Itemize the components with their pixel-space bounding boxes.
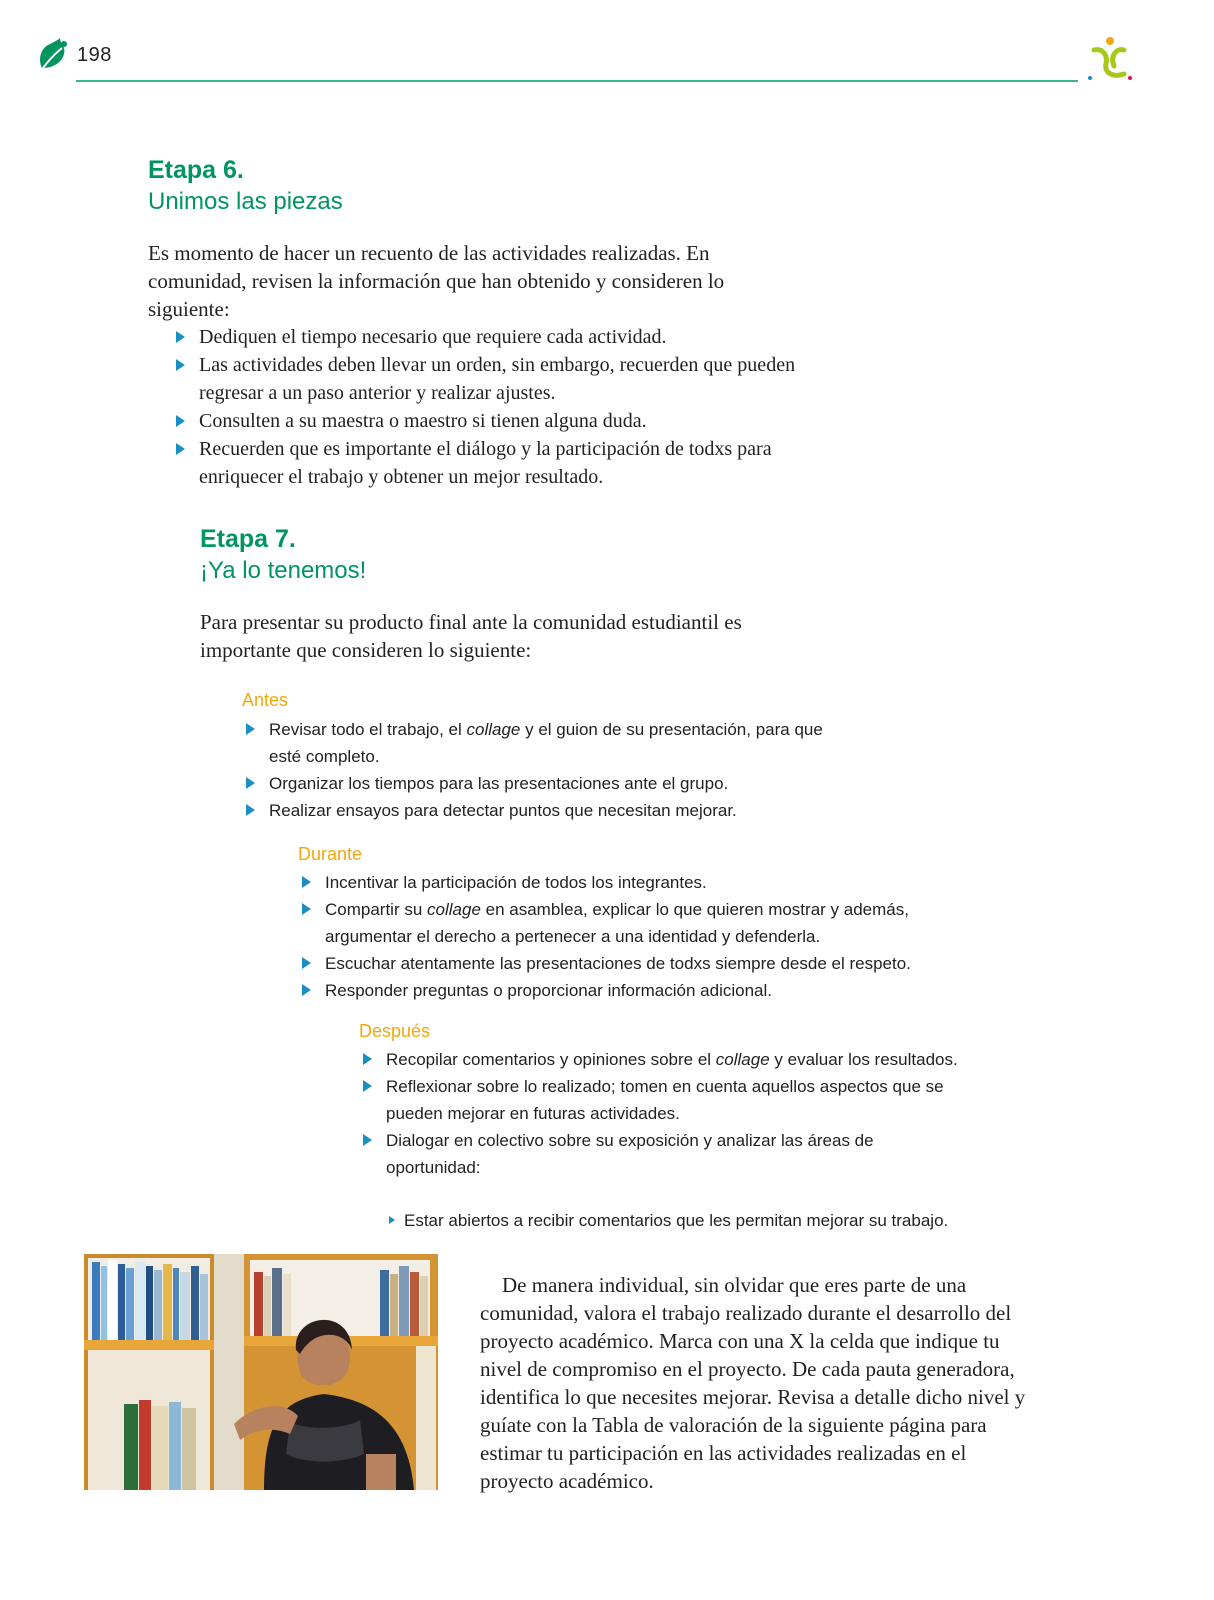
etapa-6-subtitle: Unimos las piezas xyxy=(148,188,343,215)
etapa-7-number: Etapa 7. xyxy=(200,525,296,553)
despues-heading: Después xyxy=(359,1021,431,1041)
library-photo xyxy=(84,1254,438,1490)
header-rule xyxy=(76,80,1078,82)
durante-list xyxy=(298,869,938,1004)
list-item-text: Realizar ensayos para detectar puntos que necesitan mejorar. xyxy=(269,801,737,820)
durante-heading: Durante xyxy=(298,844,363,864)
list-item xyxy=(359,1127,959,1181)
list-item-text: Escuchar atentamente las presentaciones de todxs siempre desde el respeto. xyxy=(325,954,911,973)
page-number: 198 xyxy=(77,44,112,66)
list-item: Consulten a su maestra o maestro si tienen alguna duda. xyxy=(172,407,802,435)
list-item xyxy=(298,950,938,977)
leaf-icon xyxy=(36,38,70,74)
list-item-text: Dialogar en colectivo sobre su exposición y analizar las áreas de oportunidad: xyxy=(386,1131,874,1177)
list-item-italic: collage xyxy=(715,1050,770,1069)
list-item-text: Reflexionar sobre lo realizado; tomen en cuenta aquellos aspectos que se pueden mejorar en futuras actividades. xyxy=(386,1077,944,1123)
etapa-6-heading xyxy=(148,154,343,218)
despues-list xyxy=(359,1046,959,1181)
list-item-text: en asamblea, explicar lo que quieren mostrar y además, argumentar el derecho a pertenecer a una identidad y defenderla. xyxy=(325,900,909,946)
list-item-text: y el guion de su presentación, para que esté completo. xyxy=(269,720,823,766)
etapa-7-subtitle: ¡Ya lo tenemos! xyxy=(200,557,367,584)
list-item xyxy=(298,977,938,1004)
list-item xyxy=(242,770,842,797)
list-item: Las actividades deben llevar un orden, sin embargo, recuerden que pueden regresar a un paso anterior y realizar ajustes. xyxy=(172,351,802,407)
list-item-text: y evaluar los resultados. xyxy=(769,1050,958,1069)
sub-list-item: Estar abiertos a recibir comentarios que les permitan mejorar su trabajo. xyxy=(386,1207,986,1234)
list-item-text: Compartir su xyxy=(325,900,428,919)
etapa-7-heading xyxy=(200,523,366,587)
antes-heading: Antes xyxy=(242,690,289,710)
list-item-text: Revisar todo el trabajo, el xyxy=(269,720,467,739)
list-item: Dediquen el tiempo necesario que requiere cada actividad. xyxy=(172,323,802,351)
etapa-6-list xyxy=(172,323,802,491)
etapa-6-intro: Es momento de hacer un recuento de las actividades realizadas. En comunidad, revisen la información que han obtenido y consideren lo siguiente: xyxy=(148,241,725,321)
logo-icon xyxy=(1084,34,1136,86)
etapa-7-intro: Para presentar su producto final ante la comunidad estudiantil es importante que consideren lo siguiente: xyxy=(200,610,742,662)
antes-list xyxy=(242,716,842,824)
list-item xyxy=(298,869,938,896)
list-item xyxy=(298,896,938,950)
list-item-text: Recopilar comentarios y opiniones sobre el xyxy=(386,1050,716,1069)
list-item-italic: collage xyxy=(466,720,521,739)
list-item xyxy=(242,716,842,770)
list-item: Recuerden que es importante el diálogo y la participación de todxs para enriquecer el trabajo y obtener un mejor resultado. xyxy=(172,435,802,491)
closing-paragraph: De manera individual, sin olvidar que eres parte de una comunidad, valora el trabajo realizado durante el desarrollo del proyecto académico. Marca con una X la celda que indique tu nivel de compromiso en el proyecto. De cada pauta generadora, identifica lo que necesites mejorar. Revisa a detalle dicho nivel y guíate con la Tabla de valoración de la siguiente página para estimar tu participación en las actividades realizadas en el proyecto académico. xyxy=(480,1273,1026,1493)
etapa-6-number: Etapa 6. xyxy=(148,156,244,184)
list-item-text: Incentivar la participación de todos los integrantes. xyxy=(325,873,707,892)
list-item-text: Responder preguntas o proporcionar información adicional. xyxy=(325,981,772,1000)
list-item xyxy=(359,1046,959,1073)
list-item xyxy=(359,1073,959,1127)
list-item xyxy=(242,797,842,824)
list-item-italic: collage xyxy=(427,900,481,919)
list-item-text: Organizar los tiempos para las presentaciones ante el grupo. xyxy=(269,774,729,793)
despues-sub-list xyxy=(386,1207,986,1234)
